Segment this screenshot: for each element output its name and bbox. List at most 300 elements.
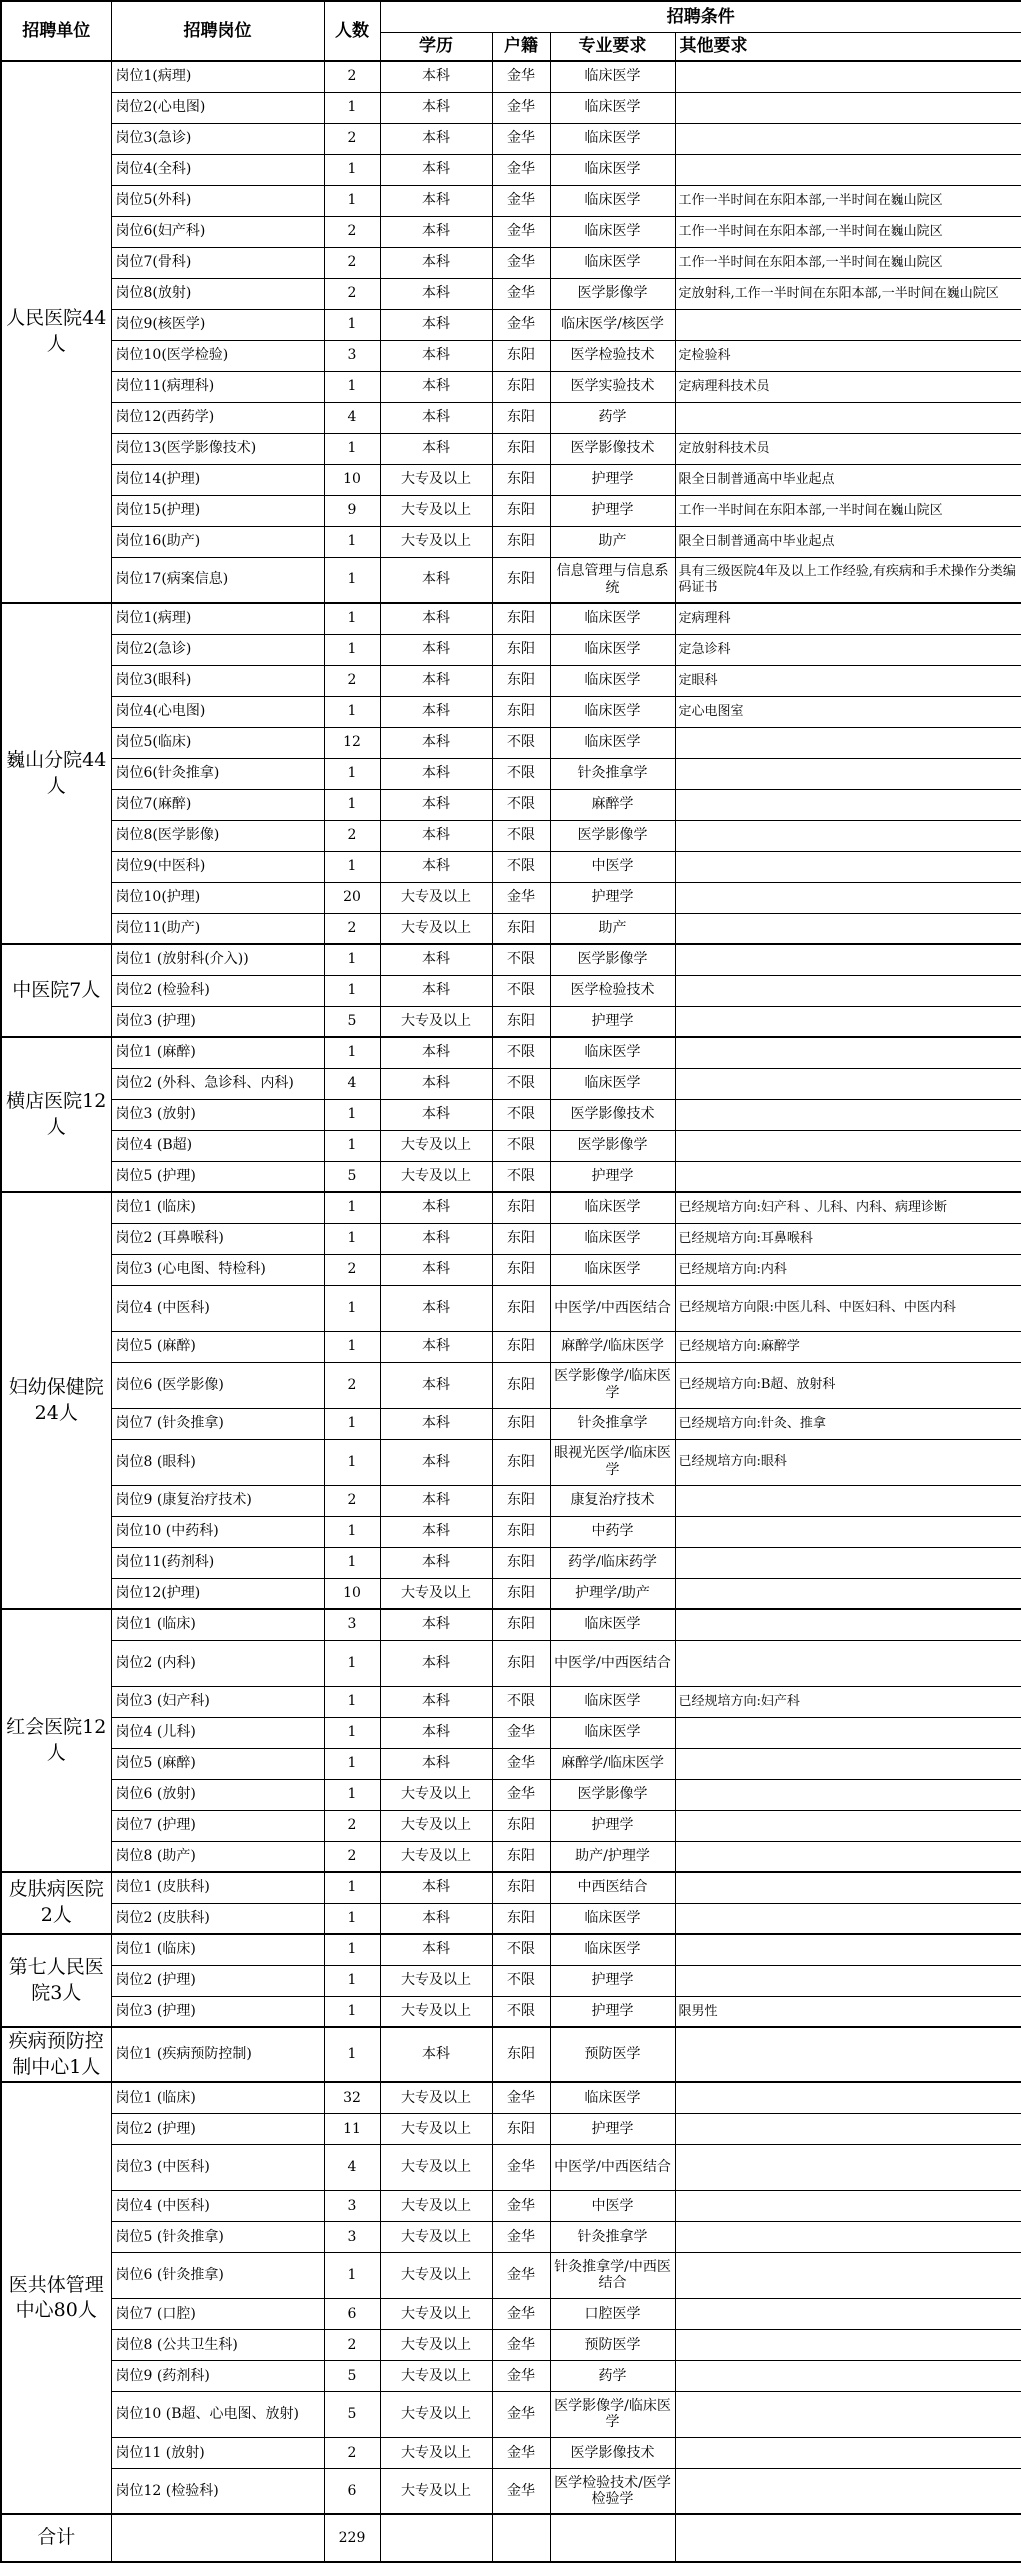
major-cell: 护理学 [550, 2113, 675, 2144]
table-row [1, 2298, 1021, 2329]
residence-cell: 金华 [492, 2437, 550, 2468]
table-row [1, 61, 1021, 92]
education-cell: 本科 [380, 1331, 492, 1362]
education-cell: 本科 [380, 433, 492, 464]
count-cell: 1 [324, 789, 380, 820]
education-cell: 大专及以上 [380, 2437, 492, 2468]
count-cell: 1 [324, 2027, 380, 2082]
count-cell: 1 [324, 185, 380, 216]
position-cell: 岗位3 (护理) [111, 1006, 324, 1037]
position-cell: 岗位11(病理科) [111, 371, 324, 402]
education-cell: 本科 [380, 1408, 492, 1439]
other-cell [675, 882, 1021, 913]
count-cell: 9 [324, 495, 380, 526]
table-row [1, 1254, 1021, 1285]
position-cell: 岗位12 (检验科) [111, 2468, 324, 2514]
major-cell: 信息管理与信息系统 [550, 557, 675, 603]
major-cell: 中药学 [550, 1516, 675, 1547]
table-row [1, 309, 1021, 340]
major-cell: 医学影像学/临床医学 [550, 2391, 675, 2437]
table-row [1, 1362, 1021, 1408]
residence-cell: 东阳 [492, 603, 550, 634]
other-cell: 已经规培方向:B超、放射科 [675, 1362, 1021, 1408]
unit-cell: 皮肤病医院2人 [1, 1872, 111, 1934]
education-cell: 大专及以上 [380, 464, 492, 495]
residence-cell: 东阳 [492, 1547, 550, 1578]
residence-cell: 金华 [492, 2360, 550, 2391]
count-cell: 1 [324, 851, 380, 882]
unit-cell: 疾病预防控制中心1人 [1, 2027, 111, 2082]
major-cell: 临床医学 [550, 1903, 675, 1934]
position-cell: 岗位5 (护理) [111, 1161, 324, 1192]
other-cell [675, 1965, 1021, 1996]
table-row [1, 1485, 1021, 1516]
education-cell: 本科 [380, 278, 492, 309]
residence-cell: 东阳 [492, 495, 550, 526]
major-cell: 医学检验技术/医学检验学 [550, 2468, 675, 2514]
position-cell: 岗位16(助产) [111, 526, 324, 557]
position-cell: 岗位2 (检验科) [111, 975, 324, 1006]
education-cell: 大专及以上 [380, 495, 492, 526]
major-cell: 医学影像学 [550, 278, 675, 309]
position-cell: 岗位4(心电图) [111, 696, 324, 727]
position-cell: 岗位10(护理) [111, 882, 324, 913]
header-other: 其他要求 [675, 33, 1021, 62]
education-cell: 大专及以上 [380, 2298, 492, 2329]
table-row [1, 1547, 1021, 1578]
table-row [1, 2329, 1021, 2360]
table-row [1, 216, 1021, 247]
other-cell: 已经规培方向:妇产科 、儿科、内科、病理诊断 [675, 1192, 1021, 1223]
position-cell: 岗位2 (护理) [111, 2113, 324, 2144]
residence-cell: 金华 [492, 1717, 550, 1748]
count-cell: 1 [324, 1439, 380, 1485]
other-cell [675, 1609, 1021, 1640]
count-cell: 1 [324, 371, 380, 402]
other-cell: 定心电图室 [675, 696, 1021, 727]
table-row [1, 1609, 1021, 1640]
residence-cell: 金华 [492, 309, 550, 340]
count-cell: 1 [324, 944, 380, 975]
header-conditions: 招聘条件 [380, 1, 1021, 33]
education-cell: 本科 [380, 154, 492, 185]
count-cell: 1 [324, 1903, 380, 1934]
table-row [1, 820, 1021, 851]
residence-cell: 东阳 [492, 1810, 550, 1841]
education-cell: 大专及以上 [380, 526, 492, 557]
residence-cell: 不限 [492, 1099, 550, 1130]
residence-cell: 东阳 [492, 371, 550, 402]
other-cell: 已经规培方向:内科 [675, 1254, 1021, 1285]
position-cell: 岗位9(核医学) [111, 309, 324, 340]
residence-cell: 不限 [492, 1686, 550, 1717]
position-cell: 岗位6(针灸推拿) [111, 758, 324, 789]
education-cell: 本科 [380, 1609, 492, 1640]
count-cell: 2 [324, 1810, 380, 1841]
other-cell [675, 1779, 1021, 1810]
table-row [1, 557, 1021, 603]
major-cell: 临床医学 [550, 247, 675, 278]
major-cell: 医学影像学 [550, 1779, 675, 1810]
education-cell: 本科 [380, 123, 492, 154]
major-cell: 麻醉学 [550, 789, 675, 820]
other-cell [675, 2391, 1021, 2437]
residence-cell: 不限 [492, 1996, 550, 2027]
residence-cell: 东阳 [492, 402, 550, 433]
major-cell: 医学影像学 [550, 1130, 675, 1161]
residence-cell: 东阳 [492, 1485, 550, 1516]
other-cell [675, 1841, 1021, 1872]
header-row-1 [1, 1, 1021, 33]
education-cell: 大专及以上 [380, 2113, 492, 2144]
count-cell: 1 [324, 1516, 380, 1547]
position-cell: 岗位2 (护理) [111, 1965, 324, 1996]
residence-cell: 金华 [492, 2190, 550, 2221]
education-cell: 本科 [380, 851, 492, 882]
other-cell [675, 1130, 1021, 1161]
count-cell: 3 [324, 1609, 380, 1640]
major-cell: 药学 [550, 402, 675, 433]
position-cell: 岗位6 (针灸推拿) [111, 2252, 324, 2298]
education-cell: 本科 [380, 1717, 492, 1748]
count-cell: 1 [324, 1285, 380, 1331]
position-cell: 岗位5 (麻醉) [111, 1748, 324, 1779]
position-cell: 岗位3(急诊) [111, 123, 324, 154]
other-cell [675, 1810, 1021, 1841]
residence-cell: 东阳 [492, 1640, 550, 1686]
education-cell: 本科 [380, 944, 492, 975]
position-cell: 岗位11(药剂科) [111, 1547, 324, 1578]
major-cell: 预防医学 [550, 2027, 675, 2082]
other-cell [675, 309, 1021, 340]
position-cell: 岗位14(护理) [111, 464, 324, 495]
other-cell [675, 1717, 1021, 1748]
other-cell [675, 2468, 1021, 2514]
major-cell: 中医学 [550, 2190, 675, 2221]
other-cell: 定放射科技术员 [675, 433, 1021, 464]
table-row [1, 2190, 1021, 2221]
header-position: 招聘岗位 [111, 1, 324, 61]
position-cell: 岗位1 (皮肤科) [111, 1872, 324, 1903]
header-major: 专业要求 [550, 33, 675, 62]
education-cell: 本科 [380, 1485, 492, 1516]
other-cell: 定病理科 [675, 603, 1021, 634]
residence-cell: 金华 [492, 2221, 550, 2252]
residence-cell: 东阳 [492, 1439, 550, 1485]
other-cell: 定检验科 [675, 340, 1021, 371]
table-row [1, 944, 1021, 975]
other-cell [675, 1099, 1021, 1130]
other-cell [675, 402, 1021, 433]
position-cell: 岗位15(护理) [111, 495, 324, 526]
position-cell [111, 2514, 324, 2562]
position-cell: 岗位3 (心电图、特检科) [111, 1254, 324, 1285]
table-row [1, 1779, 1021, 1810]
table-row [1, 696, 1021, 727]
count-cell: 1 [324, 92, 380, 123]
residence-cell: 东阳 [492, 1223, 550, 1254]
other-cell [675, 2514, 1021, 2562]
major-cell: 护理学 [550, 882, 675, 913]
education-cell: 本科 [380, 1285, 492, 1331]
position-cell: 岗位8(放射) [111, 278, 324, 309]
education-cell: 大专及以上 [380, 882, 492, 913]
residence-cell: 不限 [492, 944, 550, 975]
education-cell: 本科 [380, 2027, 492, 2082]
major-cell: 临床医学 [550, 154, 675, 185]
count-cell: 2 [324, 1254, 380, 1285]
unit-cell: 红会医院12人 [1, 1609, 111, 1872]
table-row [1, 340, 1021, 371]
major-cell: 医学影像学/临床医学 [550, 1362, 675, 1408]
major-cell: 临床医学 [550, 727, 675, 758]
other-cell: 工作一半时间在东阳本部,一半时间在巍山院区 [675, 185, 1021, 216]
unit-cell: 妇幼保健院24人 [1, 1192, 111, 1609]
position-cell: 岗位12(西药学) [111, 402, 324, 433]
count-cell: 1 [324, 557, 380, 603]
other-cell: 限全日制普通高中毕业起点 [675, 526, 1021, 557]
count-cell: 1 [324, 1934, 380, 1965]
count-cell: 1 [324, 154, 380, 185]
residence-cell: 东阳 [492, 1516, 550, 1547]
other-cell: 已经规培方向:针灸、推拿 [675, 1408, 1021, 1439]
count-cell: 2 [324, 247, 380, 278]
count-cell: 5 [324, 1006, 380, 1037]
residence-cell: 不限 [492, 1068, 550, 1099]
major-cell: 中医学/中西医结合 [550, 1640, 675, 1686]
count-cell: 2 [324, 216, 380, 247]
residence-cell: 金华 [492, 1779, 550, 1810]
education-cell: 本科 [380, 727, 492, 758]
education-cell: 本科 [380, 1903, 492, 1934]
table-row [1, 464, 1021, 495]
position-cell: 岗位4 (B超) [111, 1130, 324, 1161]
other-cell [675, 1547, 1021, 1578]
education-cell: 本科 [380, 789, 492, 820]
other-cell [675, 1872, 1021, 1903]
other-cell: 定放射科,工作一半时间在东阳本部,一半时间在巍山院区 [675, 278, 1021, 309]
residence-cell: 不限 [492, 1161, 550, 1192]
education-cell: 大专及以上 [380, 1965, 492, 1996]
table-row [1, 2437, 1021, 2468]
residence-cell: 不限 [492, 820, 550, 851]
count-cell: 1 [324, 2252, 380, 2298]
table-row [1, 851, 1021, 882]
education-cell: 本科 [380, 634, 492, 665]
count-cell: 1 [324, 1099, 380, 1130]
position-cell: 岗位2 (内科) [111, 1640, 324, 1686]
table-row [1, 1439, 1021, 1485]
count-cell: 2 [324, 61, 380, 92]
other-cell [675, 2298, 1021, 2329]
education-cell: 本科 [380, 1934, 492, 1965]
other-cell [675, 975, 1021, 1006]
position-cell: 岗位6 (医学影像) [111, 1362, 324, 1408]
position-cell: 岗位1(病理) [111, 61, 324, 92]
education-cell: 大专及以上 [380, 1161, 492, 1192]
table-row [1, 1516, 1021, 1547]
position-cell: 岗位1 (临床) [111, 2082, 324, 2113]
education-cell: 本科 [380, 92, 492, 123]
count-cell: 3 [324, 2190, 380, 2221]
education-cell: 大专及以上 [380, 2329, 492, 2360]
residence-cell: 东阳 [492, 1903, 550, 1934]
position-cell: 岗位3(眼科) [111, 665, 324, 696]
count-cell: 2 [324, 665, 380, 696]
count-cell: 20 [324, 882, 380, 913]
count-cell: 32 [324, 2082, 380, 2113]
education-cell: 大专及以上 [380, 2468, 492, 2514]
count-cell: 1 [324, 1037, 380, 1068]
education-cell: 本科 [380, 975, 492, 1006]
major-cell: 临床医学 [550, 1717, 675, 1748]
other-cell [675, 2252, 1021, 2298]
table-row [1, 1934, 1021, 1965]
major-cell: 临床医学 [550, 2082, 675, 2113]
table-row [1, 402, 1021, 433]
table-row [1, 1872, 1021, 1903]
total-label-cell: 合计 [1, 2514, 111, 2562]
residence-cell: 东阳 [492, 526, 550, 557]
major-cell: 麻醉学/临床医学 [550, 1331, 675, 1362]
position-cell: 岗位7 (口腔) [111, 2298, 324, 2329]
count-cell: 2 [324, 913, 380, 944]
count-cell: 4 [324, 2144, 380, 2190]
education-cell: 本科 [380, 371, 492, 402]
residence-cell: 东阳 [492, 2113, 550, 2144]
other-cell [675, 727, 1021, 758]
residence-cell: 金华 [492, 2468, 550, 2514]
other-cell: 工作一半时间在东阳本部,一半时间在巍山院区 [675, 247, 1021, 278]
residence-cell: 不限 [492, 1130, 550, 1161]
education-cell: 本科 [380, 1362, 492, 1408]
major-cell: 助产/护理学 [550, 1841, 675, 1872]
education-cell: 本科 [380, 216, 492, 247]
major-cell: 预防医学 [550, 2329, 675, 2360]
count-cell: 1 [324, 1408, 380, 1439]
table-row [1, 1006, 1021, 1037]
count-cell: 2 [324, 2437, 380, 2468]
education-cell: 本科 [380, 665, 492, 696]
count-cell: 1 [324, 1686, 380, 1717]
education-cell: 本科 [380, 758, 492, 789]
education-cell: 本科 [380, 185, 492, 216]
major-cell: 口腔医学 [550, 2298, 675, 2329]
education-cell: 本科 [380, 1547, 492, 1578]
count-cell: 1 [324, 1965, 380, 1996]
table-row [1, 1408, 1021, 1439]
education-cell: 大专及以上 [380, 1841, 492, 1872]
count-cell: 6 [324, 2298, 380, 2329]
position-cell: 岗位12(护理) [111, 1578, 324, 1609]
residence-cell: 金华 [492, 2082, 550, 2113]
position-cell: 岗位4 (儿科) [111, 1717, 324, 1748]
position-cell: 岗位4(全科) [111, 154, 324, 185]
table-body [1, 61, 1021, 2514]
major-cell: 护理学 [550, 464, 675, 495]
count-cell: 11 [324, 2113, 380, 2144]
count-cell: 1 [324, 1872, 380, 1903]
table-row [1, 1686, 1021, 1717]
position-cell: 岗位1 (放射科(介入)) [111, 944, 324, 975]
table-row [1, 1841, 1021, 1872]
other-cell [675, 1516, 1021, 1547]
other-cell: 工作一半时间在东阳本部,一半时间在巍山院区 [675, 216, 1021, 247]
major-cell: 中西医结合 [550, 1872, 675, 1903]
residence-cell: 东阳 [492, 665, 550, 696]
position-cell: 岗位13(医学影像技术) [111, 433, 324, 464]
table-row [1, 433, 1021, 464]
education-cell: 本科 [380, 1099, 492, 1130]
table-row [1, 2082, 1021, 2113]
education-cell: 本科 [380, 1748, 492, 1779]
other-cell [675, 1037, 1021, 1068]
other-cell [675, 1161, 1021, 1192]
residence-cell: 东阳 [492, 1362, 550, 1408]
table-row [1, 278, 1021, 309]
education-cell: 本科 [380, 340, 492, 371]
other-cell [675, 1068, 1021, 1099]
major-cell: 临床医学 [550, 696, 675, 727]
position-cell: 岗位3 (中医科) [111, 2144, 324, 2190]
major-cell: 临床医学 [550, 216, 675, 247]
major-cell: 药学/临床药学 [550, 1547, 675, 1578]
residence-cell: 东阳 [492, 1006, 550, 1037]
education-cell: 大专及以上 [380, 1996, 492, 2027]
position-cell: 岗位8(医学影像) [111, 820, 324, 851]
major-cell: 眼视光医学/临床医学 [550, 1439, 675, 1485]
residence-cell: 东阳 [492, 1331, 550, 1362]
residence-cell: 金华 [492, 123, 550, 154]
unit-cell: 人民医院44人 [1, 61, 111, 603]
total-count-cell: 229 [324, 2514, 380, 2562]
other-cell [675, 1934, 1021, 1965]
residence-cell: 不限 [492, 975, 550, 1006]
education-cell: 大专及以上 [380, 1130, 492, 1161]
header-count: 人数 [324, 1, 380, 61]
major-cell: 临床医学 [550, 123, 675, 154]
major-cell: 护理学 [550, 1810, 675, 1841]
other-cell [675, 154, 1021, 185]
residence-cell: 东阳 [492, 634, 550, 665]
residence-cell: 金华 [492, 2391, 550, 2437]
position-cell: 岗位3 (护理) [111, 1996, 324, 2027]
other-cell [675, 789, 1021, 820]
major-cell: 麻醉学/临床医学 [550, 1748, 675, 1779]
residence-cell: 东阳 [492, 2027, 550, 2082]
table-row [1, 1748, 1021, 1779]
residence-cell: 不限 [492, 1037, 550, 1068]
residence-cell: 不限 [492, 727, 550, 758]
major-cell: 护理学 [550, 1006, 675, 1037]
other-cell: 已经规培方向:耳鼻喉科 [675, 1223, 1021, 1254]
count-cell: 12 [324, 727, 380, 758]
table-row [1, 1996, 1021, 2027]
residence-cell: 金华 [492, 278, 550, 309]
other-cell [675, 1485, 1021, 1516]
education-cell: 大专及以上 [380, 2144, 492, 2190]
count-cell: 6 [324, 2468, 380, 2514]
education-cell: 大专及以上 [380, 2360, 492, 2391]
education-cell: 本科 [380, 309, 492, 340]
residence-cell: 东阳 [492, 1254, 550, 1285]
other-cell [675, 2360, 1021, 2391]
position-cell: 岗位2 (外科、急诊科、内科) [111, 1068, 324, 1099]
position-cell: 岗位1 (临床) [111, 1609, 324, 1640]
unit-cell: 第七人民医院3人 [1, 1934, 111, 2027]
count-cell: 1 [324, 1779, 380, 1810]
other-cell: 定眼科 [675, 665, 1021, 696]
